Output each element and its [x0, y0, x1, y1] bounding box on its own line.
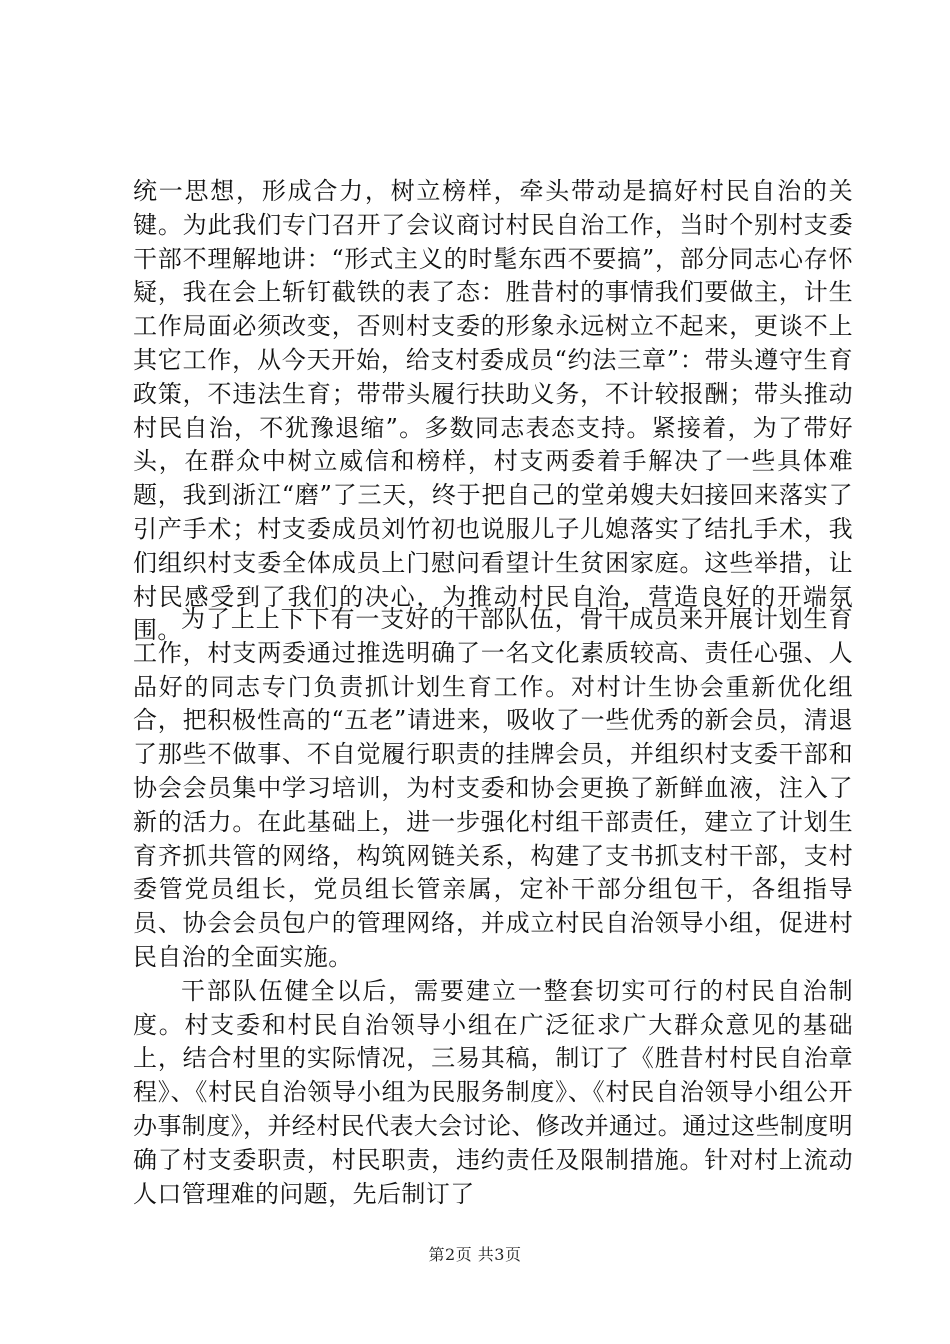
- paragraph-1: 统一思想，形成合力，树立榜样，牵头带动是搞好村民自治的关键。为此我们专门召开了会议商讨村民自治工作，当时个别村支委干部不理解地讲：“形式主义的时髦东西不要搞”，部分同志心存怀疑，我在会上斩钉截铁的表了态：胜昔村的事情我们要做主，计生工作局面必须改变，否则村支委的形象永远树立不起来，更谈不上其它工作，从今天开始，给支村委成员“约法三章”：带头遵守生育政策，不违法生育；带带头履行扶助义务，不计较报酬；带头推动村民自治，不犹豫退缩”。多数同志表态支持。紧接着，为了带好头，在群众中树立威信和榜样，村支两委着手解决了一些具体难题，我到浙江“磨”了三天，终于把自己的堂弟嫂夫妇接回来落实了引产手术；村支委成员刘竹初也说服儿子儿媳落实了结扎手术，我们组织村支委全体成员上门慰问看望计生贫困家庭。这些举措，让村民感受到了我们的决心，为推动村民自治，营造良好的开端氛围。: [133, 177, 853, 645]
- body-text-block-1: [133, 175, 853, 648]
- body-text-block-2: [133, 603, 853, 1211]
- paragraph-2: 为了上上下下有一支好的干部队伍，骨干成员来开展计划生育工作，村支两委通过推选明确了一名文化素质较高、责任心强、人品好的同志专门负责抓计划生育工作。对村计生协会重新优化组合，把积极性高的“五老”请进来，吸收了一些优秀的新会员，清退了那些不做事、不自觉履行职责的挂牌会员，并组织村支委干部和协会会员集中学习培训，为村支委和协会更换了新鲜血液，注入了新的活力。在此基础上，进一步强化村组干部责任，建立了计划生育齐抓共管的网络，构筑网链关系，构建了支书抓支村干部，支村委管党员组长，党员组长管亲属，定补干部分组包干，各组指导员、协会会员包户的管理网络，并成立村民自治领导小组，促进村民自治的全面实施。: [133, 605, 853, 971]
- paragraph-3: 干部队伍健全以后，需要建立一整套切实可行的村民自治制度。村支委和村民自治领导小组在广泛征求广大群众意见的基础上，结合村里的实际情况，三易其稿，制订了《胜昔村村民自治章程》、《村民自治领导小组为民服务制度》、《村民自治领导小组公开办事制度》，并经村民代表大会讨论、修改并通过。通过这些制度明确了村支委职责，村民职责，违约责任及限制措施。针对村上流动人口管理难的问题，先后制订了: [133, 976, 853, 1208]
- page-footer: 第2页 共3页: [428, 1245, 522, 1264]
